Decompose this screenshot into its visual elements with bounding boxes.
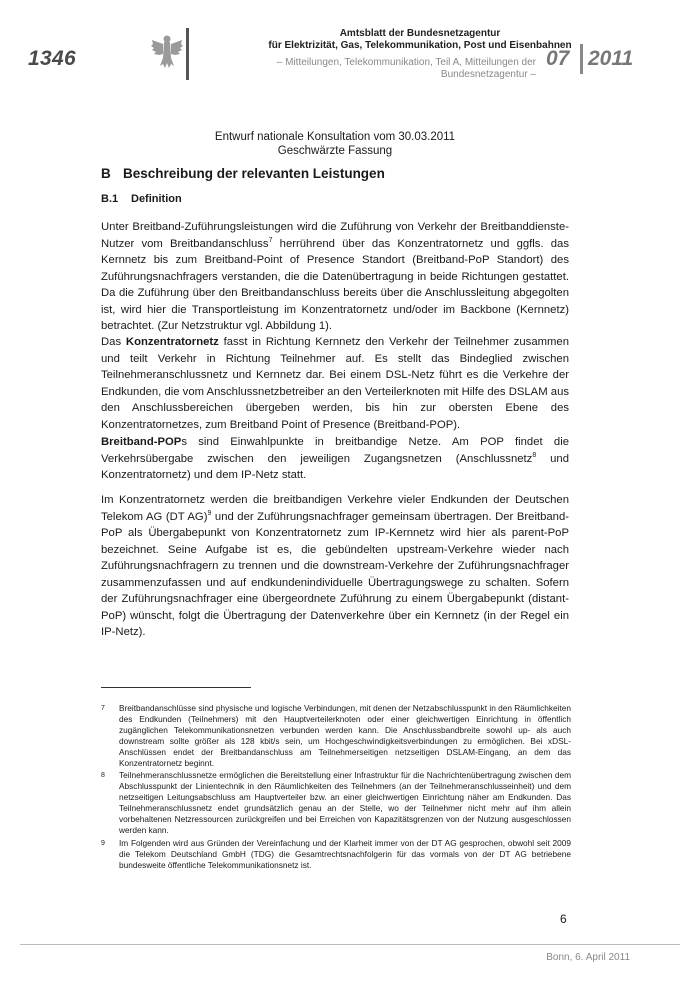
footnote-number: 9 — [101, 840, 105, 847]
paragraph-2-text-a: Das — [101, 336, 126, 348]
issue-divider — [580, 44, 583, 74]
footnote-text: Teilnehmeranschlussnetze ermöglichen die Bereitstellung einer Infrastruktur für die Nachrichtenübertragung zwischen dem Abschlusspunkt der Linientechnik in den Räumlichkeiten des Teilnehmers (an der Teilnehmeranschlusseinheit) und dem netzseitigen Leitungsabschluss am Hauptverteiler bzw. an einer gleichwertigen Einrichtung näher am Endkunden. Das Teilnehmeranschlussnetz endet grundsätzlich genau an der Stelle, wo der Teilnehmer nicht mehr auf ihm allein vorbehaltenen Netzressourcen zurückgreifen und bei Erreichen von Kapazitätsgrenzen von der Nutzung ausgeschlossen werden kann. — [119, 770, 571, 835]
paragraph-2-text-b: fasst in Richtung Kernnetz den Verkehr der Teilnehmer zusammen und teilt Verkehr in Richtung Teilnehmer auf. Es stellt das Bindeglied zwischen Teilnehmeranschlussnetz und Kernnetz dar. Bei einem DSL-Netz führt es die Verkehre der Endkunden, die vom Anschlussnetzbetreiber an den Verteilerknoten mit Hilfe des DSLAM aus den Anschlussbereichen übergeben werden, bis hin zur obersten Ebene des Konzentratornetzes, zum Breitband Point of Presence (Breitband-POP). — [101, 336, 569, 431]
federal-eagle-icon — [150, 32, 184, 72]
paragraph-1-text-b: herrührend über das Konzentratornetz und ggfls. das Kernnetz bis zum Breitband-Point of Presence Standort (Breitband-PoP Standort) des Zuführungsnachfragers verstanden, die die Datenübertragung in beide Richtungen gestattet. Da die Zuführung über den Breitbandanschluss bereits über die Anschlussleitung abgegolten ist, wird hier die Transportleistung im Konzentratornetz und/oder im Backbone (Kernnetz) betrachtet. (Zur Netzstruktur vgl. Abbildung 1). — [101, 237, 569, 332]
footnote-7 — [101, 703, 571, 769]
journal-title: Amtsblatt der Bundesnetzagentur — [339, 28, 501, 39]
subsection-heading — [101, 193, 182, 205]
header-divider — [186, 28, 189, 80]
issue-number: 07 — [546, 47, 570, 70]
journal-section: – Mitteilungen, Telekommunikation, Teil A, Mitteilungen der Bundesnetzagentur – — [276, 57, 536, 80]
journal-subtitle: für Elektrizität, Gas, Telekommunikation, Post und Eisenbahnen — [268, 40, 572, 51]
term-breitband-pop: Breitband-POP — [101, 436, 182, 448]
draft-line-2: Geschwärzte Fassung — [277, 145, 393, 157]
footer-divider — [20, 944, 680, 945]
paragraph-1-text-a: Unter Breitband-Zuführungsleistungen wird die Zuführung von Verkehr der Breitbanddienste-Nutzer vom Breitbandanschluss — [101, 221, 569, 250]
footnote-text: Im Folgenden wird aus Gründen der Vereinfachung und der Klarheit immer von der DT AG gesprochen, obwohl seit 2009 die Telekom Deutschland GmbH (TDG) die Gesamtrechtsnachfolgerin für das vormals von der DT AG betriebene bundesweite öffentliche Telekommunikationsnetz ist. — [119, 838, 571, 870]
paragraph-3-text-b: und Konzentratornetz) und dem IP-Netz statt. — [101, 452, 570, 481]
page-number: 1346 — [28, 47, 76, 70]
section-heading — [101, 166, 385, 181]
footnote-separator — [101, 687, 251, 688]
paragraph-3 — [101, 434, 569, 484]
footnote-text: Breitbandanschlüsse sind physische und logische Verbindungen, mit denen der Netzabschlusspunkt in den Räumlichkeiten des Endkunden (Teilnehmers) mit den Hauptverteilerknoten oder einer gleichwertigen Einrichtung in öffentlich zugänglichen Telekommunikationsnetzen verbunden werden kann. Die Anschlussbandbreite sowohl up- als auch downstream sollte größer als 128 kbit/s sein, um Hochgeschwindigkeitsverbindungen zu ermöglichen. Bei xDSL-Anschlüssen endet der Breitbandanschluss am Teilnehmerseitigen netzseitigen DSLAM-Eingang, an dem das Konzentratornetz beginnt. — [119, 703, 571, 768]
footnote-number: 8 — [101, 772, 105, 779]
footnote-ref-7[interactable]: 7 — [268, 236, 273, 244]
paragraph-2 — [101, 334, 569, 433]
issue-year: 2011 — [588, 47, 634, 70]
document-page-number: 6 — [560, 912, 567, 926]
draft-note — [100, 130, 570, 158]
footnote-9 — [101, 838, 571, 871]
subsection-title: Definition — [131, 193, 182, 205]
paragraph-4 — [101, 492, 569, 641]
footnote-8 — [101, 770, 571, 836]
paragraph-3-text-a: s sind Einwahlpunkte in breitbandige Netze. Am POP findet die Verkehrsübergabe zwischen den jeweiligen Zugangsnetzen (Anschlussnetz — [101, 436, 569, 465]
paragraph-4-text-a: Im Konzentratornetz werden die breitbandigen Verkehre vieler Endkunden der Deutschen Telekom AG (DT AG) — [101, 494, 569, 523]
term-konzentratornetz: Konzentratornetz — [125, 336, 219, 348]
paragraph-4-text-b: und der Zuführungsnachfrager gemeinsam übertragen. Der Breitband-PoP als Übergabepunkt von Konzentratornetz zum IP-Kernnetz wird hier als parent-PoP bezeichnet. Seine Aufgabe ist es, die gebündelten upstream-Verkehre wieder nach Zuführungsnachfragern zu trennen und die downstream-Verkehre der Zuführungsnachfrager zusammenzufassen und auf endkundenindividuelle Übertragungswege zu schalten. Sofern der Zuführungsnachfrager eine übergeordnete Zuführung zu einem Übergabepunkt (distant-PoP) wünscht, folgt die Übertragung der Datenverkehre über ein Kernnetz (in der Regel ein IP-Netz). — [101, 510, 569, 638]
section-title: Beschreibung der relevanten Leistungen — [123, 166, 385, 181]
draft-line-1: Entwurf nationale Konsultation vom 30.03.2011 — [214, 131, 456, 143]
footer-date: Bonn, 6. April 2011 — [546, 952, 630, 963]
subsection-number: B.1 — [101, 193, 119, 205]
section-number: B — [101, 166, 111, 181]
footnote-number: 7 — [101, 705, 105, 712]
paragraph-1 — [101, 219, 569, 335]
footnote-ref-9[interactable]: 9 — [207, 509, 212, 517]
footnote-ref-8[interactable]: 8 — [532, 451, 537, 459]
